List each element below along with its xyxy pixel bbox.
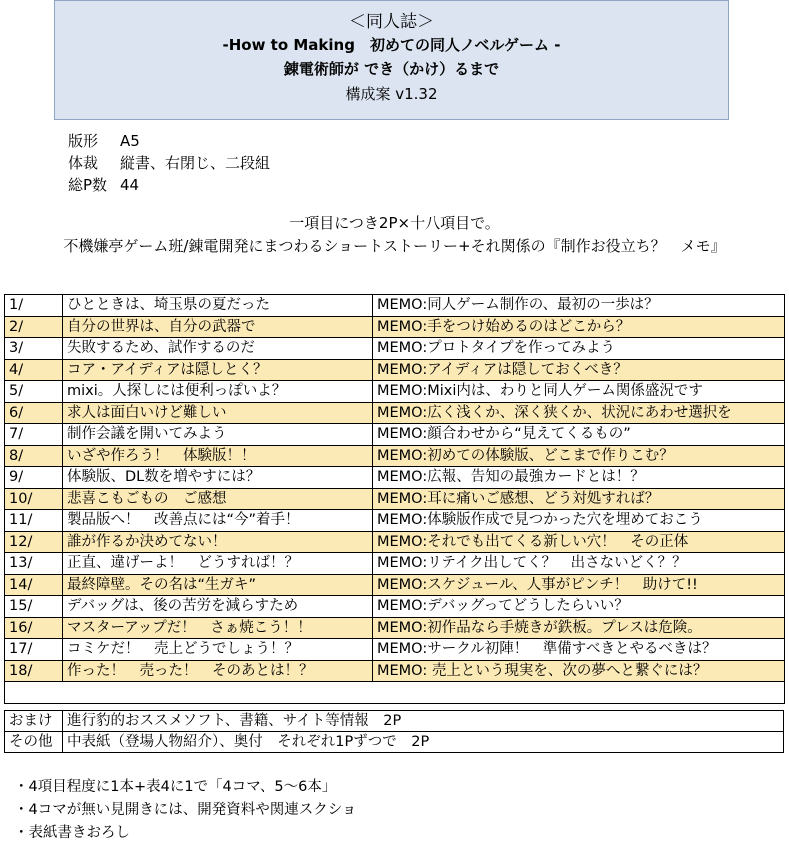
toc-row xyxy=(5,510,785,532)
toc-memo: MEMO:体験版作成で見つかった穴を埋めておこう xyxy=(373,510,785,532)
toc-memo: MEMO:Mixi内は、わりと同人ゲーム関係盛況です xyxy=(373,381,785,403)
toc-num: 12/ xyxy=(5,531,63,553)
toc-memo: MEMO:サークル初陣！ 準備すべきとやるべきは？ xyxy=(373,639,785,661)
toc-row xyxy=(5,316,785,338)
toc-num: 15/ xyxy=(5,596,63,618)
intro-line-1: 一項目につき2P×十八項目で。 xyxy=(289,214,500,232)
toc-memo: MEMO:同人ゲーム制作の、最初の一歩は？ xyxy=(373,295,785,317)
toc-title: コア・アイディアは隠しとく？ xyxy=(63,359,373,381)
note-item: ・4項目程度に1本+表4に1で「4コマ、5～6本」 xyxy=(14,779,337,795)
toc-row xyxy=(5,359,785,381)
toc-num: 8/ xyxy=(5,445,63,467)
toc-memo: MEMO:顔合わせから“見えてくるもの” xyxy=(373,424,785,446)
toc-title: 体験版、DL数を増やすには？ xyxy=(63,467,373,489)
spec-list xyxy=(68,130,270,196)
toc-memo: MEMO:リテイク出してく？ 出さないどく？？ xyxy=(373,553,785,575)
extra-text: 進行豹的おススメソフト、書籍、サイト等情報 2P xyxy=(63,711,784,732)
toc-memo: MEMO:プロトタイプを作ってみよう xyxy=(373,338,785,360)
extras-table xyxy=(4,710,784,753)
toc-title: マスターアップだ！ さぁ焼こう！！ xyxy=(63,617,373,639)
toc-title: mixi。人探しには便利っぽいよ？ xyxy=(63,381,373,403)
doc-title: -How to Making 初めての同人ノベルゲーム - xyxy=(222,36,561,54)
toc-memo: MEMO:初めての体験版、どこまで作りこむ？ xyxy=(373,445,785,467)
toc-row xyxy=(5,660,785,682)
toc-num: 13/ xyxy=(5,553,63,575)
note-item: ・表紙書きおろし xyxy=(14,825,130,841)
spec-key: 総P数 xyxy=(68,176,108,194)
toc-spacer-row xyxy=(5,682,785,704)
toc-num: 7/ xyxy=(5,424,63,446)
toc-row xyxy=(5,381,785,403)
toc-title: 失敗するため、試作するのだ xyxy=(63,338,373,360)
toc-row xyxy=(5,617,785,639)
toc-title: 制作会議を開いてみよう xyxy=(63,424,373,446)
toc-num: 16/ xyxy=(5,617,63,639)
spec-value: 縦書、右閉じ、二段組 xyxy=(120,154,271,172)
toc-num: 10/ xyxy=(5,488,63,510)
toc-memo: MEMO:広報、告知の最強カードとは！？ xyxy=(373,467,785,489)
spec-row xyxy=(68,130,270,152)
toc-title: ひとときは、埼玉県の夏だった xyxy=(63,295,373,317)
toc-title: 製品版へ！ 改善点には“今”着手！ xyxy=(63,510,373,532)
toc-memo: MEMO: 売上という現実を、次の夢へと繋ぐには？ xyxy=(373,660,785,682)
toc-num: 2/ xyxy=(5,316,63,338)
toc-row xyxy=(5,639,785,661)
extra-row xyxy=(5,732,784,753)
extra-label: おまけ xyxy=(5,711,63,732)
toc-num: 11/ xyxy=(5,510,63,532)
toc-row xyxy=(5,402,785,424)
toc-title: デバッグは、後の苦労を減らすため xyxy=(63,596,373,618)
toc-num: 1/ xyxy=(5,295,63,317)
notes-list xyxy=(14,776,356,845)
toc-row xyxy=(5,295,785,317)
toc-num: 14/ xyxy=(5,574,63,596)
toc-title: 誰が作るか決めてない！ xyxy=(63,531,373,553)
toc-table xyxy=(4,294,785,704)
toc-num: 6/ xyxy=(5,402,63,424)
toc-memo: MEMO:初作品なら手焼きが鉄板。プレスは危険。 xyxy=(373,617,785,639)
toc-num: 5/ xyxy=(5,381,63,403)
doc-category: ＜同人誌＞ xyxy=(349,12,434,32)
spec-key: 体裁 xyxy=(68,154,99,172)
note-item: ・4コマが無い見開きには、開発資料や関連スクショ xyxy=(14,802,357,818)
toc-row xyxy=(5,574,785,596)
doc-subtitle: 錬電術師が でき（かけ）るまで xyxy=(283,60,500,78)
toc-memo: MEMO:手をつけ始めるのはどこから？ xyxy=(373,316,785,338)
toc-memo: MEMO:スケジュール、人事がピンチ！ 助けて!! xyxy=(373,574,785,596)
toc-title: いざや作ろう！ 体験版！！ xyxy=(63,445,373,467)
toc-title: 正直、違げーよ！ どうすれば！？ xyxy=(63,553,373,575)
spec-row xyxy=(68,152,270,174)
toc-title: 作った！ 売った！ そのあとは！？ xyxy=(63,660,373,682)
toc-row xyxy=(5,488,785,510)
doc-version: 構成案 v1.32 xyxy=(345,85,438,103)
toc-row xyxy=(5,553,785,575)
toc-num: 3/ xyxy=(5,338,63,360)
spec-value: A5 xyxy=(120,132,140,150)
toc-spacer-cell xyxy=(5,682,785,704)
toc-title: 最終障壁。その名は“生ガキ” xyxy=(63,574,373,596)
extra-row xyxy=(5,711,784,732)
spec-value: 44 xyxy=(120,176,140,194)
toc-memo: MEMO:デバッグってどうしたらいい？ xyxy=(373,596,785,618)
toc-row xyxy=(5,445,785,467)
toc-title: 悲喜こもごもの ご感想 xyxy=(63,488,373,510)
toc-num: 9/ xyxy=(5,467,63,489)
toc-num: 17/ xyxy=(5,639,63,661)
toc-num: 18/ xyxy=(5,660,63,682)
title-box xyxy=(54,0,729,120)
toc-title: 求人は面白いけど難しい xyxy=(63,402,373,424)
toc-memo: MEMO:耳に痛いご感想、どう対処すれば？ xyxy=(373,488,785,510)
toc-num: 4/ xyxy=(5,359,63,381)
spec-row xyxy=(68,174,270,196)
toc-row xyxy=(5,596,785,618)
toc-row xyxy=(5,531,785,553)
toc-row xyxy=(5,424,785,446)
toc-title: コミケだ！ 売上どうでしょう！？ xyxy=(63,639,373,661)
toc-memo: MEMO:それでも出てくる新しい穴！ その正体 xyxy=(373,531,785,553)
toc-memo: MEMO:広く浅くか、深く狭くか、状況にあわせ選択を xyxy=(373,402,785,424)
extra-text: 中表紙（登場人物紹介）、奥付 それぞれ1Pずつで 2P xyxy=(63,732,784,753)
toc-title: 自分の世界は、自分の武器で xyxy=(63,316,373,338)
spec-key: 版形 xyxy=(68,132,99,150)
toc-row xyxy=(5,338,785,360)
toc-row xyxy=(5,467,785,489)
intro-line-2: 不機嫌亭ゲーム班/錬電開発にまつわるショートストーリー+それ関係の『制作お役立ち？ メモ』 xyxy=(63,237,726,255)
extra-label: その他 xyxy=(5,732,63,753)
toc-memo: MEMO:アイディアは隠しておくべき？ xyxy=(373,359,785,381)
